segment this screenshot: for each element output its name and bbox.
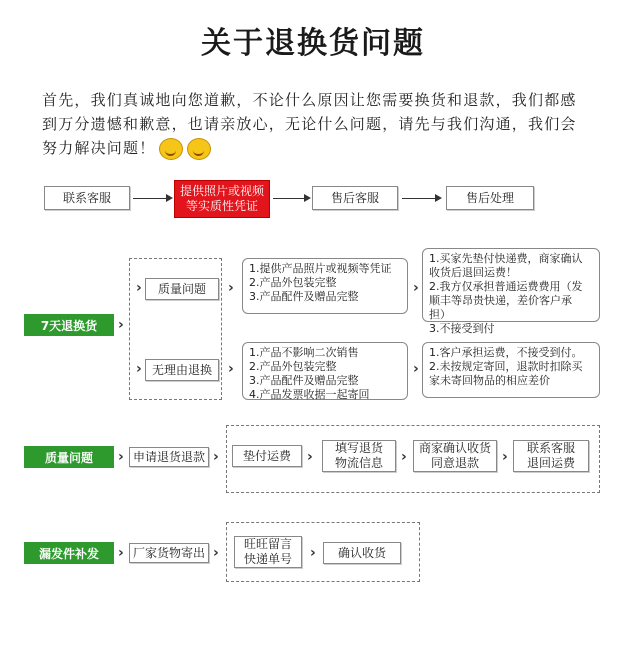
grin-emoji-icon <box>187 138 211 160</box>
noreason-conditions-box: 1.产品不影响二次销售 2.产品外包装完整 3.产品配件及赠品完整 4.产品发票收据一起寄回 <box>242 342 408 400</box>
flow-connector <box>273 198 305 199</box>
flow-step-aftersales-service: 售后客服 <box>312 186 398 210</box>
chevron-right-icon: › <box>413 361 419 377</box>
chevron-right-icon: › <box>413 280 419 296</box>
chevron-right-icon: › <box>310 545 316 561</box>
chevron-right-icon: › <box>213 545 219 561</box>
chevron-right-icon: › <box>307 449 313 465</box>
grin-emoji-icon <box>159 138 183 160</box>
arrow-right-icon <box>166 194 173 202</box>
flow-connector <box>133 198 167 199</box>
arrow-right-icon <box>304 194 311 202</box>
chevron-right-icon: › <box>228 280 234 296</box>
apply-return-refund: 申请退货退款 <box>129 447 209 467</box>
quality-results-box: 1.买家先垫付快递费，商家确认收货后退回运费！ 2.我方仅承担普通运费费用（发顺丰等昂贵快递，差价客户承担） 3.不接受到付 <box>422 248 600 322</box>
step-confirm-receipt: 确认收货 <box>323 542 401 564</box>
option-no-reason-return: 无理由退换 <box>145 359 219 381</box>
arrow-right-icon <box>435 194 442 202</box>
flow-step-contact-service: 联系客服 <box>44 186 130 210</box>
chevron-right-icon: › <box>213 449 219 465</box>
chevron-right-icon: › <box>118 545 124 561</box>
step-leave-tracking-number: 旺旺留言 快递单号 <box>234 536 302 568</box>
option-quality-issue: 质量问题 <box>145 278 219 300</box>
step-prepay-shipping: 垫付运费 <box>232 445 302 467</box>
flow-step-aftersales-handling: 售后处理 <box>446 186 534 210</box>
chevron-right-icon: › <box>228 361 234 377</box>
chevron-right-icon: › <box>136 280 142 296</box>
chevron-right-icon: › <box>118 449 124 465</box>
intro-message: 首先，我们真诚地向您道歉，不论什么原因让您需要换货和退款，我们都感到万分遗憾和歉意，也请亲放心，无论什么问题，请先与我们沟通，我们会努力解决问题！ <box>42 91 577 157</box>
chevron-right-icon: › <box>502 449 508 465</box>
noreason-results-box: 1.客户承担运费，不接受到付。 2.未按规定寄回，退款时扣除买家未寄回物品的相应差价 <box>422 342 600 398</box>
page-title: 关于退换货问题 <box>201 26 425 61</box>
step-refund-shipping: 联系客服 退回运费 <box>513 440 589 472</box>
section-missing-item-label: 漏发件补发 <box>24 542 114 564</box>
intro-text <box>42 88 592 160</box>
flow-connector <box>402 198 436 199</box>
flow-step-evidence: 提供照片或视频 等实质性凭证 <box>174 180 270 218</box>
chevron-right-icon: › <box>136 361 142 377</box>
section-7day-returns-label: 7天退换货 <box>24 314 114 336</box>
quality-conditions-box: 1.提供产品照片或视频等凭证 2.产品外包装完整 3.产品配件及赠品完整 <box>242 258 408 314</box>
step-confirm-refund: 商家确认收货 同意退款 <box>413 440 497 472</box>
chevron-right-icon: › <box>118 317 124 333</box>
section-quality-issue-label: 质量问题 <box>24 446 114 468</box>
chevron-right-icon: › <box>401 449 407 465</box>
factory-ships-goods: 厂家货物寄出 <box>129 543 209 563</box>
step-fill-logistics: 填写退货 物流信息 <box>322 440 396 472</box>
